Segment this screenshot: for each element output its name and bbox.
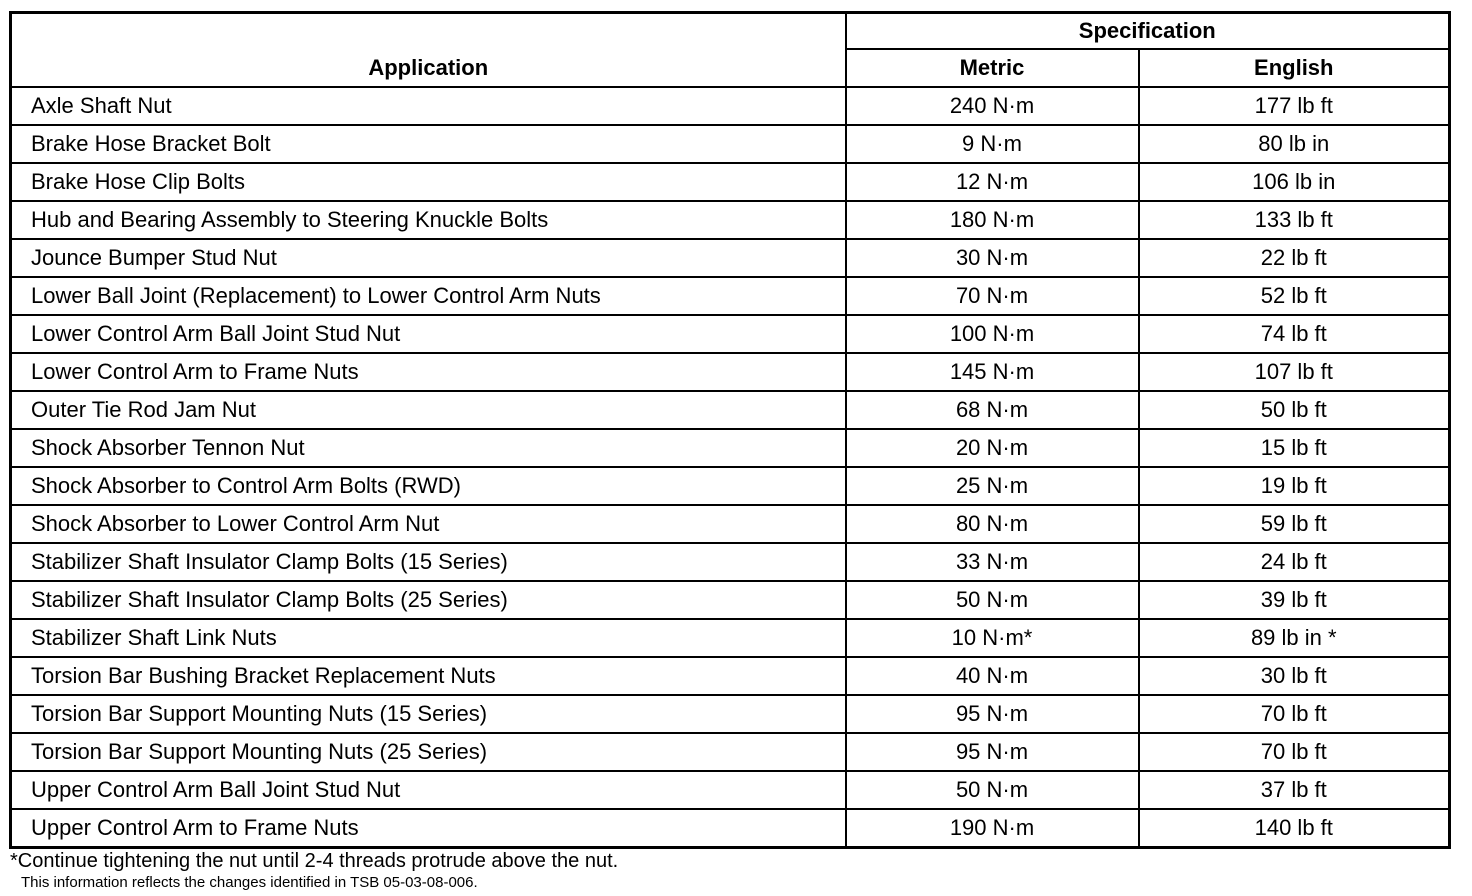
metric-cell: 145 N·m xyxy=(846,353,1139,391)
metric-cell: 95 N·m xyxy=(846,733,1139,771)
table-row xyxy=(11,771,1450,809)
table-row xyxy=(11,809,1450,848)
table-body xyxy=(11,87,1450,848)
application-cell: Torsion Bar Support Mounting Nuts (15 Series) xyxy=(11,695,846,733)
application-cell: Stabilizer Shaft Link Nuts xyxy=(11,619,846,657)
metric-cell: 50 N·m xyxy=(846,581,1139,619)
table-row xyxy=(11,619,1450,657)
metric-cell: 9 N·m xyxy=(846,125,1139,163)
english-cell: 106 lb in xyxy=(1139,163,1450,201)
english-cell: 70 lb ft xyxy=(1139,733,1450,771)
application-cell: Lower Ball Joint (Replacement) to Lower Control Arm Nuts xyxy=(11,277,846,315)
english-cell: 30 lb ft xyxy=(1139,657,1450,695)
metric-cell: 10 N·m* xyxy=(846,619,1139,657)
application-cell: Brake Hose Clip Bolts xyxy=(11,163,846,201)
metric-cell: 80 N·m xyxy=(846,505,1139,543)
metric-cell: 68 N·m xyxy=(846,391,1139,429)
table-row xyxy=(11,467,1450,505)
application-cell: Torsion Bar Support Mounting Nuts (25 Series) xyxy=(11,733,846,771)
metric-cell: 25 N·m xyxy=(846,467,1139,505)
table-row xyxy=(11,163,1450,201)
english-cell: 39 lb ft xyxy=(1139,581,1450,619)
english-cell: 133 lb ft xyxy=(1139,201,1450,239)
application-cell: Hub and Bearing Assembly to Steering Knuckle Bolts xyxy=(11,201,846,239)
torque-spec-table xyxy=(9,11,1451,849)
metric-cell: 100 N·m xyxy=(846,315,1139,353)
application-cell: Upper Control Arm to Frame Nuts xyxy=(11,809,846,848)
english-cell: 50 lb ft xyxy=(1139,391,1450,429)
table-row xyxy=(11,353,1450,391)
table-row xyxy=(11,315,1450,353)
english-cell: 177 lb ft xyxy=(1139,87,1450,125)
english-cell: 37 lb ft xyxy=(1139,771,1450,809)
english-cell: 107 lb ft xyxy=(1139,353,1450,391)
application-cell: Torsion Bar Bushing Bracket Replacement Nuts xyxy=(11,657,846,695)
metric-cell: 190 N·m xyxy=(846,809,1139,848)
footnote: *Continue tightening the nut until 2-4 threads protrude above the nut. xyxy=(10,850,619,872)
application-cell: Lower Control Arm to Frame Nuts xyxy=(11,353,846,391)
metric-cell: 180 N·m xyxy=(846,201,1139,239)
application-cell: Shock Absorber to Lower Control Arm Nut xyxy=(11,505,846,543)
english-cell: 22 lb ft xyxy=(1139,239,1450,277)
english-cell: 80 lb in xyxy=(1139,125,1450,163)
metric-cell: 33 N·m xyxy=(846,543,1139,581)
table-row xyxy=(11,543,1450,581)
metric-cell: 40 N·m xyxy=(846,657,1139,695)
application-cell: Shock Absorber Tennon Nut xyxy=(11,429,846,467)
application-cell: Axle Shaft Nut xyxy=(11,87,846,125)
table-row xyxy=(11,277,1450,315)
metric-cell: 70 N·m xyxy=(846,277,1139,315)
metric-cell: 240 N·m xyxy=(846,87,1139,125)
english-cell: 70 lb ft xyxy=(1139,695,1450,733)
application-cell: Stabilizer Shaft Insulator Clamp Bolts (15 Series) xyxy=(11,543,846,581)
table-row xyxy=(11,391,1450,429)
application-cell: Outer Tie Rod Jam Nut xyxy=(11,391,846,429)
metric-cell: 50 N·m xyxy=(846,771,1139,809)
table-row xyxy=(11,429,1450,467)
application-cell: Upper Control Arm Ball Joint Stud Nut xyxy=(11,771,846,809)
english-cell: 15 lb ft xyxy=(1139,429,1450,467)
table-row xyxy=(11,733,1450,771)
application-cell: Stabilizer Shaft Insulator Clamp Bolts (25 Series) xyxy=(11,581,846,619)
table-row xyxy=(11,695,1450,733)
english-cell: 19 lb ft xyxy=(1139,467,1450,505)
table-row xyxy=(11,505,1450,543)
metric-cell: 95 N·m xyxy=(846,695,1139,733)
application-cell: Shock Absorber to Control Arm Bolts (RWD) xyxy=(11,467,846,505)
english-cell: 140 lb ft xyxy=(1139,809,1450,848)
application-cell: Lower Control Arm Ball Joint Stud Nut xyxy=(11,315,846,353)
table-row xyxy=(11,581,1450,619)
english-cell: 59 lb ft xyxy=(1139,505,1450,543)
application-cell: Jounce Bumper Stud Nut xyxy=(11,239,846,277)
table-row xyxy=(11,125,1450,163)
table-row xyxy=(11,239,1450,277)
specification-header: Specification xyxy=(846,13,1450,50)
metric-cell: 30 N·m xyxy=(846,239,1139,277)
tsb-info: This information reflects the changes identified in TSB 05-03-08-006. xyxy=(21,874,478,891)
application-header: Application xyxy=(11,13,846,88)
metric-header: Metric xyxy=(846,49,1139,87)
table-row xyxy=(11,201,1450,239)
english-cell: 74 lb ft xyxy=(1139,315,1450,353)
english-cell: 52 lb ft xyxy=(1139,277,1450,315)
metric-cell: 12 N·m xyxy=(846,163,1139,201)
english-cell: 24 lb ft xyxy=(1139,543,1450,581)
english-header: English xyxy=(1139,49,1450,87)
application-cell: Brake Hose Bracket Bolt xyxy=(11,125,846,163)
table-row xyxy=(11,87,1450,125)
english-cell: 89 lb in * xyxy=(1139,619,1450,657)
table-row xyxy=(11,657,1450,695)
metric-cell: 20 N·m xyxy=(846,429,1139,467)
